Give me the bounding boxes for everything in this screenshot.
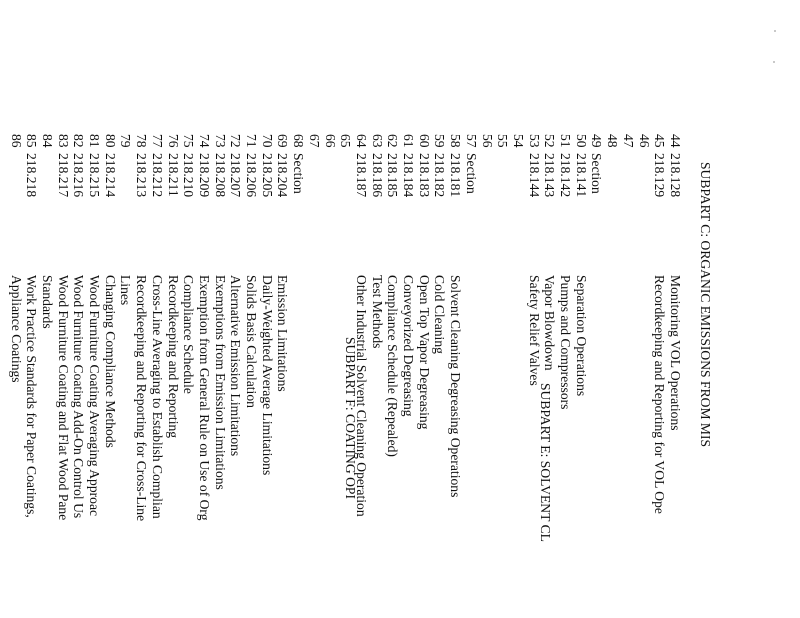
table-row (636, 0, 652, 618)
table-row (369, 0, 385, 618)
section-number: 218.210 (181, 153, 197, 198)
table-row (384, 0, 400, 618)
line-number: 77 (149, 134, 165, 148)
section-number: 218.186 (369, 153, 385, 198)
line-number: 50 (573, 134, 589, 148)
section-number: 218.187 (354, 153, 369, 198)
table-row (70, 0, 86, 618)
section-title: Compliance Schedule (181, 275, 197, 394)
section-title: Appliance Coatings (8, 275, 24, 383)
scan-speck (773, 61, 775, 63)
section-number: Section (291, 153, 307, 194)
section-number: 218.208 (212, 153, 228, 198)
line-number: 52 (542, 134, 558, 148)
section-title: Safety Relief Valves (526, 275, 542, 386)
line-number: 68 (291, 134, 307, 148)
line-number: 74 (197, 134, 212, 148)
section-number: 218.215 (87, 153, 103, 198)
line-number: 73 (212, 134, 228, 148)
table-row (149, 0, 165, 618)
table-row (589, 0, 605, 618)
section-number: 218.217 (55, 153, 71, 198)
section-number: 218.129 (652, 153, 668, 198)
table-row (494, 0, 510, 618)
section-number: Section (589, 153, 605, 194)
section-number: 218.144 (526, 153, 542, 198)
line-number: 84 (40, 134, 55, 148)
section-number: 218.141 (573, 153, 589, 198)
table-row (541, 0, 557, 618)
section-title: Compliance Schedule (Repealed) (385, 275, 401, 457)
table-row (604, 0, 620, 618)
table-row (667, 0, 683, 618)
line-number: 83 (55, 134, 71, 148)
table-row (447, 0, 463, 618)
table-row (463, 0, 479, 618)
section-title: Vapor Blowdown (542, 275, 558, 371)
table-row (39, 0, 55, 618)
line-number: 46 (636, 134, 652, 148)
line-number: 85 (24, 134, 40, 148)
table-row (259, 0, 275, 618)
line-number: 71 (244, 134, 260, 148)
line-number: 56 (479, 134, 495, 148)
section-number: 218.204 (275, 153, 291, 198)
section-number: 218.206 (244, 153, 260, 198)
table-row (432, 0, 448, 618)
section-title: Recordkeeping and Reporting for VOL Ope (652, 275, 668, 514)
line-number: 69 (275, 134, 291, 148)
section-number: 218.213 (134, 153, 150, 198)
table-row (275, 0, 291, 618)
section-title: Daily-Weighted Average Limitations (259, 275, 275, 476)
line-number: 49 (589, 134, 605, 148)
table-row (306, 0, 322, 618)
line-number: 47 (620, 134, 636, 148)
subpart-f-heading: SUBPART F: COATING OPI (343, 337, 358, 499)
table-row (322, 0, 338, 618)
section-title: Standards (40, 275, 55, 329)
section-title: Wood Furniture Coating Add-On Control Us (71, 275, 87, 519)
section-number: 218.218 (24, 153, 40, 198)
table-row (102, 0, 118, 618)
line-number: 57 (463, 134, 479, 148)
section-number: 218.142 (558, 153, 574, 198)
line-number: 67 (306, 134, 322, 148)
section-number: 218.209 (197, 153, 212, 198)
section-number: 218.184 (401, 153, 417, 198)
section-number: 218.205 (259, 153, 275, 198)
line-number: 66 (322, 134, 338, 148)
line-number: 75 (181, 134, 197, 148)
line-number: 51 (558, 134, 574, 148)
line-number: 55 (495, 134, 511, 148)
line-number: 76 (165, 134, 181, 148)
section-title: Conveyorized Degreasing (401, 275, 417, 417)
section-title: Lines (118, 275, 134, 306)
table-row (243, 0, 259, 618)
section-number: 218.183 (416, 153, 432, 198)
table-row (620, 0, 636, 618)
section-title: Changing Compliance Methods (102, 275, 118, 448)
table-row (557, 0, 573, 618)
table-row (400, 0, 416, 618)
section-title: Cross-Line Averaging to Establish Complian (149, 275, 165, 519)
section-title: Pumps and Compressors (558, 275, 574, 410)
section-title: Solids Basis Calculation (244, 275, 260, 408)
table-row (353, 0, 369, 618)
subpart-c-heading: SUBPART C: ORGANIC EMISSIONS FROM MIS (698, 162, 713, 448)
section-title: Recordkeeping and Reporting for Cross-Line (134, 275, 150, 522)
section-title: Wood Furniture Coating Averaging Approac (87, 275, 103, 517)
line-number: 78 (134, 134, 150, 148)
table-row (196, 0, 212, 618)
section-title: Open Top Vapor Degreasing (416, 275, 432, 430)
table-row (416, 0, 432, 618)
line-number: 82 (71, 134, 87, 148)
table-row (212, 0, 228, 618)
line-number: 48 (605, 134, 621, 148)
line-number: 61 (401, 134, 417, 148)
section-title: Emission Limitations (275, 275, 291, 392)
line-number: 63 (369, 134, 385, 148)
line-number: 64 (354, 134, 369, 148)
section-number: 218.181 (448, 153, 464, 198)
section-number: 218.182 (432, 153, 448, 198)
table-row (55, 0, 71, 618)
section-title: Other Industrial Solvent Cleaning Operation (354, 275, 369, 517)
section-number: 218.185 (385, 153, 401, 198)
scan-speck (774, 30, 776, 32)
line-number: 80 (102, 134, 118, 148)
table-row (573, 0, 589, 618)
line-number: 79 (118, 134, 134, 148)
section-title: Separation Operations (573, 275, 589, 397)
section-title: Wood Furniture Coating and Flat Wood Pane (55, 275, 71, 521)
table-row (337, 0, 353, 618)
line-number: 65 (338, 134, 354, 148)
section-number: 218.143 (542, 153, 558, 198)
section-number: 218.214 (102, 153, 118, 198)
table-row (23, 0, 39, 618)
table-row (8, 0, 24, 618)
table-row (86, 0, 102, 618)
section-number: 218.128 (668, 153, 683, 198)
section-title: Solvent Cleaning Degreasing Operations (448, 275, 464, 498)
line-number: 70 (259, 134, 275, 148)
table-row (510, 0, 526, 618)
section-title: Alternative Emission Limitations (228, 275, 244, 457)
table-row (118, 0, 134, 618)
table-row (526, 0, 542, 618)
section-title: Exemptions from Emission Limitations (212, 275, 228, 490)
section-title: Test Methods (369, 275, 385, 349)
table-row (479, 0, 495, 618)
section-number: 218.216 (71, 153, 87, 198)
line-number: 72 (228, 134, 244, 148)
subpart-e-heading: SUBPART E: SOLVENT CL (538, 383, 553, 542)
section-number: 218.212 (149, 153, 165, 198)
line-number: 58 (448, 134, 464, 148)
section-title: Monitoring VOL Operations (668, 275, 683, 431)
section-title: Exemption from General Rule on Use of Org (197, 275, 212, 521)
line-number: 86 (8, 134, 24, 148)
table-row (133, 0, 149, 618)
line-number: 53 (526, 134, 542, 148)
line-number: 54 (511, 134, 526, 148)
table-row (227, 0, 243, 618)
line-number: 45 (652, 134, 668, 148)
section-number: 218.207 (228, 153, 244, 198)
line-number: 59 (432, 134, 448, 148)
section-title: Work Practice Standards for Paper Coatings, (24, 275, 40, 518)
line-number: 60 (416, 134, 432, 148)
line-number: 44 (668, 134, 683, 148)
section-title: Cold Cleaning (432, 275, 448, 354)
table-row (165, 0, 181, 618)
table-row (290, 0, 306, 618)
line-number: 62 (385, 134, 401, 148)
table-row (651, 0, 667, 618)
table-row (180, 0, 196, 618)
section-title: Recordkeeping and Reporting (165, 275, 181, 439)
section-number: 218.211 (165, 153, 181, 197)
line-number: 81 (87, 134, 103, 148)
section-number: Section (463, 153, 479, 194)
